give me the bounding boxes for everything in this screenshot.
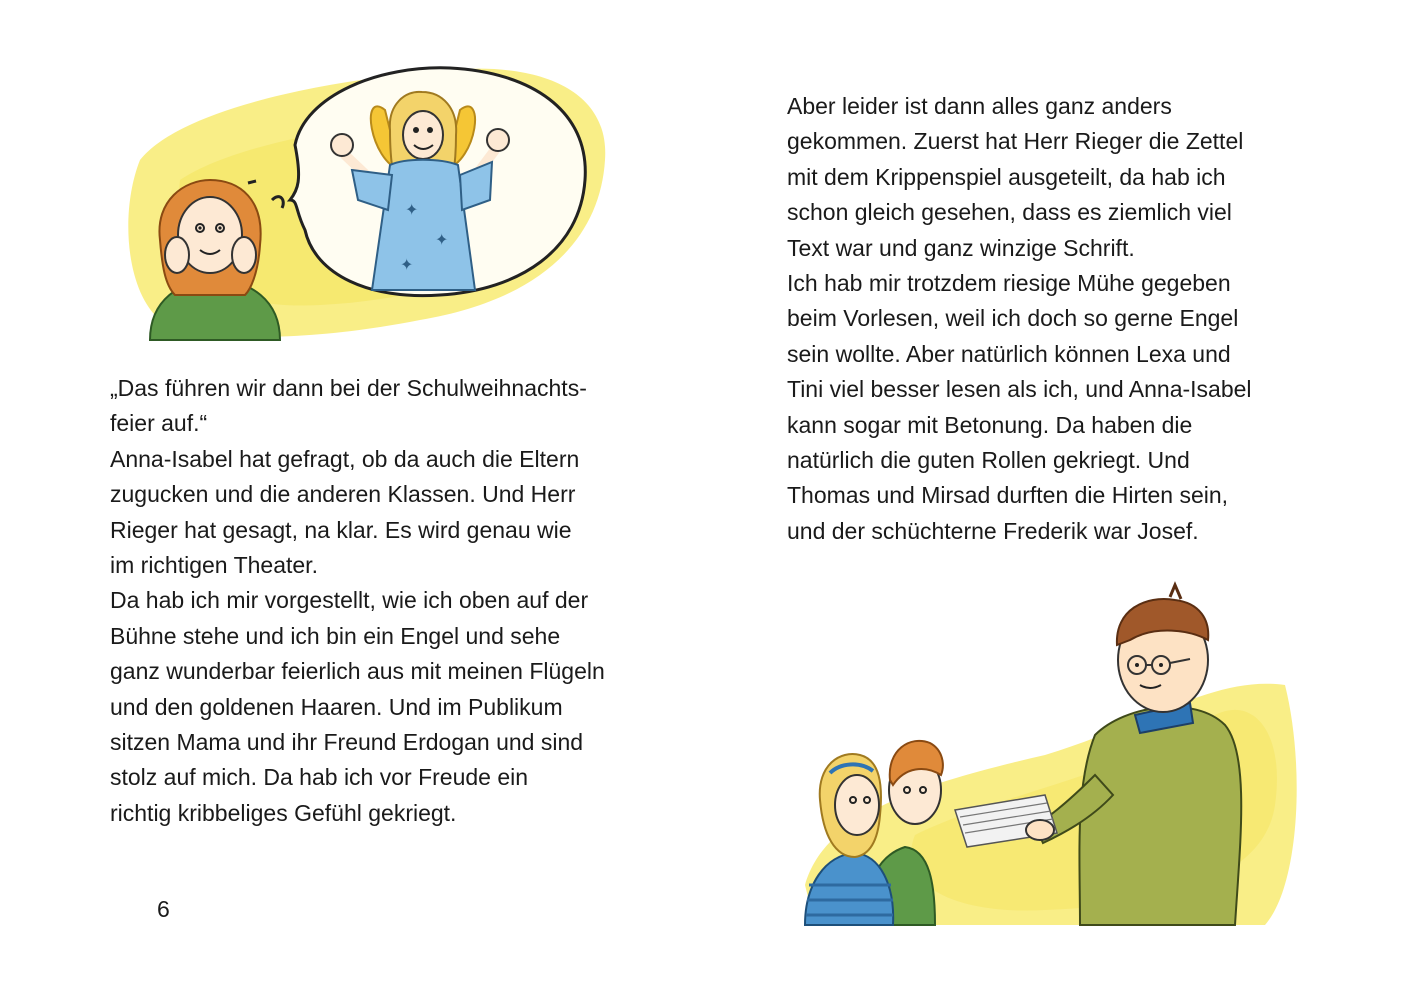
- text-line: und den goldenen Haaren. Und im Publikum: [110, 693, 563, 720]
- text-line: sitzen Mama und ihr Freund Erdogan und sind: [110, 729, 584, 756]
- text-line: Bühne stehe und ich bin ein Engel und sehe: [110, 622, 561, 649]
- page-number: 6: [157, 896, 170, 922]
- text-line: Tini viel besser lesen als ich, und Anna-Isabel: [787, 376, 1252, 403]
- svg-text:✦: ✦: [435, 230, 449, 249]
- text-line: feier auf.“: [110, 410, 208, 437]
- girl-dreaming-of-angel-illustration: [120, 50, 620, 350]
- right-page: [705, 0, 1410, 1000]
- teacher-handing-out-papers-illustration: [795, 585, 1315, 945]
- svg-text:✦: ✦: [400, 255, 414, 274]
- text-line: beim Vorlesen, weil ich doch so gerne Engel: [787, 305, 1239, 332]
- text-line: sein wollte. Aber natürlich können Lexa und: [787, 340, 1231, 367]
- text-line: kann sogar mit Betonung. Da haben die: [787, 411, 1193, 438]
- text-line: natürlich die guten Rollen gekriegt. Und: [787, 447, 1190, 474]
- left-page-text: [110, 371, 670, 831]
- text-line: Da hab ich mir vorgestellt, wie ich oben auf der: [110, 587, 589, 614]
- text-line: Aber leider ist dann alles ganz anders: [787, 93, 1172, 119]
- svg-text:✦: ✦: [405, 200, 419, 219]
- text-line: stolz auf mich. Da hab ich vor Freude ein: [110, 764, 529, 791]
- text-line: Text war und ganz winzige Schrift.: [787, 234, 1135, 261]
- text-line: Thomas und Mirsad durften die Hirten sein,: [787, 482, 1229, 509]
- text-line: zugucken und die anderen Klassen. Und Herr: [110, 481, 576, 508]
- text-line: Anna-Isabel hat gefragt, ob da auch die Eltern: [110, 445, 580, 472]
- text-line: „Das führen wir dann bei der Schulweihnachts-: [110, 375, 587, 401]
- text-line: Ich hab mir trotzdem riesige Mühe gegeben: [787, 270, 1231, 297]
- text-line: im richtigen Theater.: [110, 552, 318, 579]
- text-line: richtig kribbeliges Gefühl gekriegt.: [110, 799, 457, 826]
- text-line: ganz wunderbar feierlich aus mit meinen Flügeln: [110, 658, 605, 685]
- right-page-text: [787, 89, 1367, 549]
- text-line: und der schüchterne Frederik war Josef.: [787, 517, 1199, 544]
- text-line: gekommen. Zuerst hat Herr Rieger die Zettel: [787, 128, 1244, 155]
- text-line: schon gleich gesehen, dass es ziemlich viel: [787, 199, 1232, 226]
- text-line: Rieger hat gesagt, na klar. Es wird genau wie: [110, 516, 572, 543]
- text-line: mit dem Krippenspiel ausgeteilt, da hab ich: [787, 163, 1226, 190]
